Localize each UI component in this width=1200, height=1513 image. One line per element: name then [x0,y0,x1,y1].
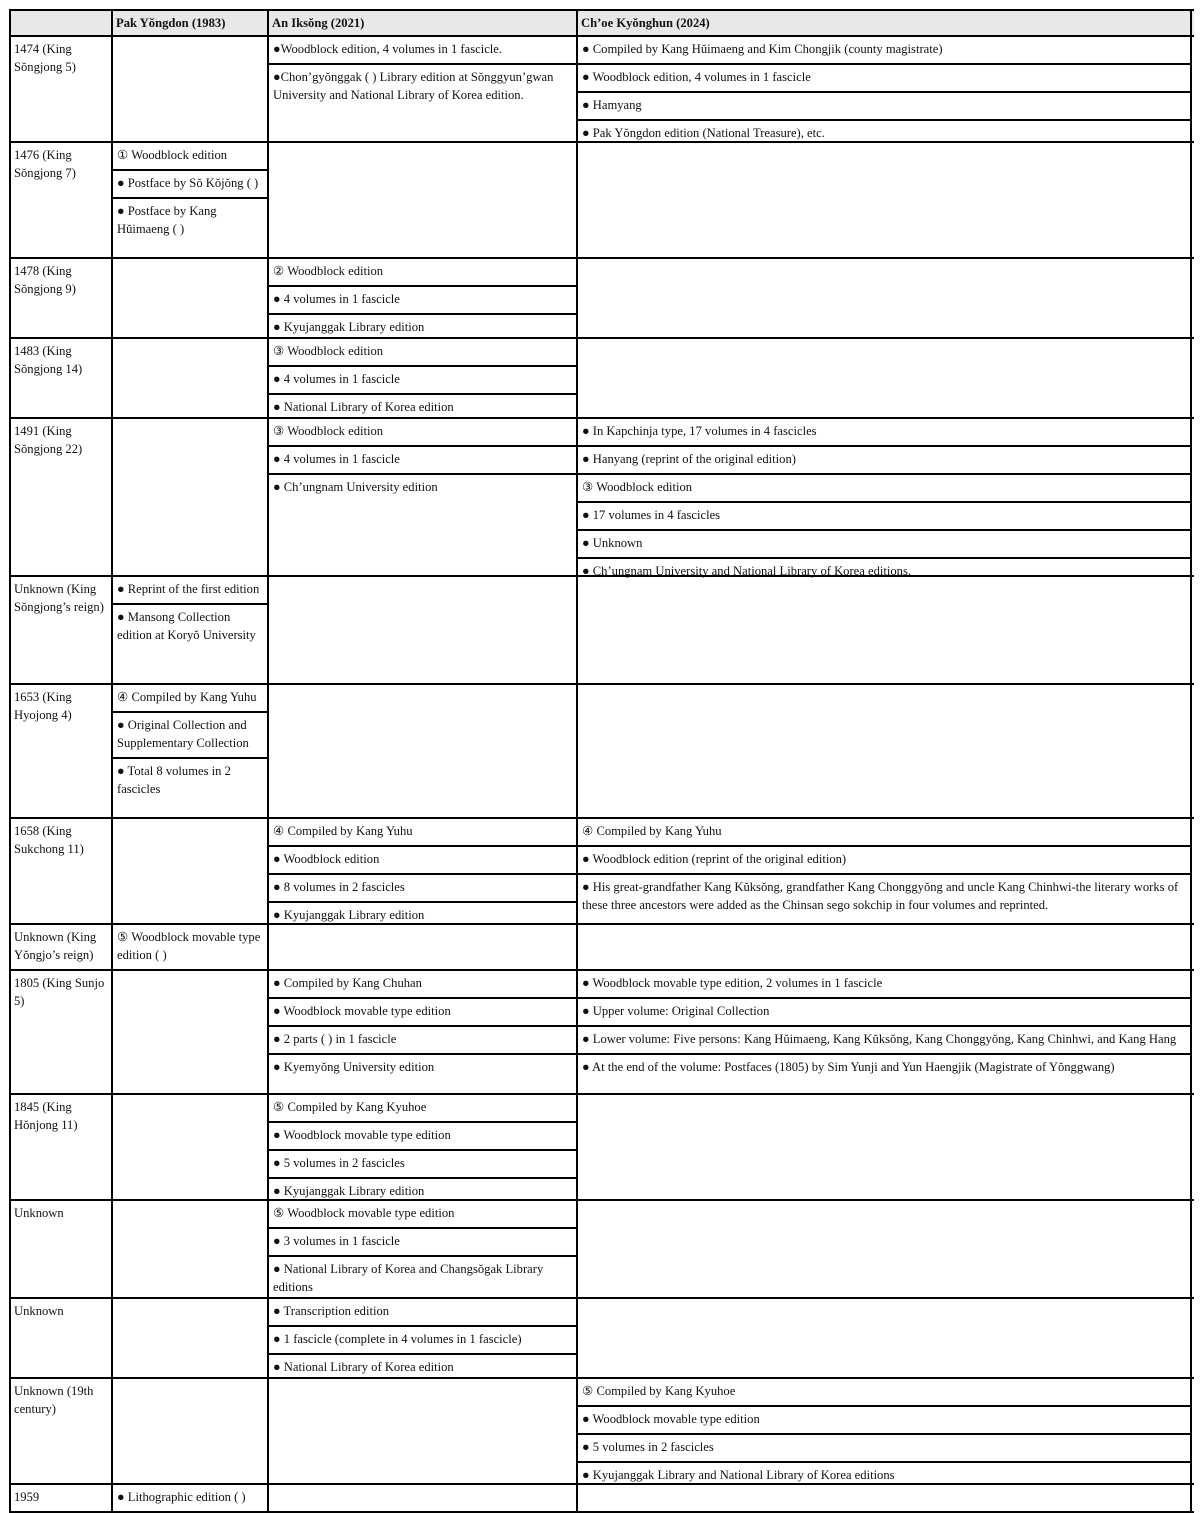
choe-kyonghun-cell [578,819,1192,929]
table-row [11,37,1194,143]
edition-entry: ● Ch’ungnam University and National Library of Korea editions. [582,564,912,578]
edition-entry: ● 4 volumes in 1 fascicle [269,287,576,315]
table-row [11,1379,1194,1485]
entry-stack [578,143,1190,257]
edition-entry: ● 4 volumes in 1 fascicle [269,447,576,475]
choe-kyonghun-cell [578,339,1192,421]
entry-stack [113,1379,267,1489]
edition-entry: ● Hanyang (reprint of the original edition) [578,447,1190,475]
an-iksong-cell [269,419,578,585]
edition-entry: ● 5 volumes in 2 fascicles [578,1435,1190,1463]
edition-entry: ● Kyujanggak Library edition [273,908,425,922]
an-iksong-cell [269,971,578,1093]
table-row [11,339,1194,419]
table-row [11,925,1194,971]
entry-stack [269,971,576,1093]
edition-entry: ● Hamyang [578,93,1190,121]
edition-entry: ● Woodblock edition (reprint of the original edition) [578,847,1190,875]
edition-entry: ● Woodblock movable type edition [269,1123,576,1151]
entry-stack [578,971,1190,1093]
edition-entry: ④ Compiled by Kang Yuhu [269,819,576,847]
choe-kyonghun-cell [578,1095,1192,1205]
table-row [11,419,1194,577]
an-iksong-cell [269,685,578,817]
date-cell: Unknown (19th century) [11,1379,113,1489]
an-iksong-cell [269,1485,578,1511]
edition-entry: ● 4 volumes in 1 fascicle [269,367,576,395]
date-cell: Unknown (King Sŏngjong’s reign) [11,577,113,683]
entry-stack [113,1485,267,1511]
entry-stack [269,143,576,257]
choe-kyonghun-cell [578,1299,1192,1381]
date-cell: 1474 (King Sŏngjong 5) [11,37,113,147]
choe-kyonghun-cell [578,1379,1192,1489]
edition-entry: ● 17 volumes in 4 fascicles [578,503,1190,531]
an-iksong-cell [269,339,578,421]
edition-entry: ● Lithographic edition ( ) [117,1490,246,1504]
entry-stack [269,1095,576,1205]
edition-entry: ● National Library of Korea edition [273,400,454,414]
date-cell: Unknown (King Yŏngjo’s reign) [11,925,113,969]
table-row [11,143,1194,259]
edition-entry: ① Woodblock edition [113,143,267,171]
entry-stack [113,577,267,683]
edition-entry: ● His great-grandfather Kang Kŭksŏng, grandfather Kang Chonggyŏng and uncle Kang Chinhwi-the literary works of these three ancestors were added as the Chinsan sego sokchip in four volumes and reprinted. [582,880,1179,912]
edition-entry: ● Woodblock movable type edition, 2 volumes in 1 fascicle [578,971,1190,999]
pak-yongdon-cell [113,143,269,257]
entry-stack [578,1095,1190,1205]
entry-stack [578,685,1190,817]
entry-stack [269,419,576,585]
an-iksong-cell [269,1379,578,1489]
pak-yongdon-cell [113,1201,269,1301]
entry-stack [269,1485,576,1511]
date-cell: 1845 (King Hŏnjong 11) [11,1095,113,1205]
entry-stack [578,1201,1190,1301]
choe-kyonghun-cell [578,971,1192,1093]
choe-kyonghun-cell [578,577,1192,683]
edition-entry: ● National Library of Korea and Changsŏgak Library editions [273,1262,544,1294]
edition-entry: ● Kyujanggak Library edition [273,320,425,334]
entry-stack [113,1095,267,1205]
an-iksong-cell [269,143,578,257]
header-choe-kyonghun: Ch’oe Kyŏnghun (2024) [578,11,1192,35]
edition-entry: ● Kyujanggak Library edition [273,1184,425,1198]
header-pak-yongdon: Pak Yŏngdon (1983) [113,11,269,35]
entry-stack [113,339,267,421]
entry-stack [113,259,267,341]
table-row [11,819,1194,925]
edition-entry: ● Woodblock movable type edition [269,999,576,1027]
table-header-row [11,11,1194,37]
entry-stack [113,143,267,257]
entry-stack [113,37,267,147]
entry-stack [113,1299,267,1381]
entry-stack [578,577,1190,683]
header-an-iksong: An Iksŏng (2021) [269,11,578,35]
edition-entry: ④ Compiled by Kang Yuhu [578,819,1190,847]
edition-entry: ● Postface by Kang Hŭimaeng ( ) [117,204,217,236]
edition-entry: ● 3 volumes in 1 fascicle [269,1229,576,1257]
edition-entry: ● Postface by Sŏ Kŏjŏng ( ) [113,171,267,199]
entry-stack [113,685,267,817]
date-cell: 1805 (King Sunjo 5) [11,971,113,1093]
edition-entry: ● Kyujanggak Library and National Library of Korea editions [582,1468,895,1482]
entry-stack [269,1299,576,1381]
entry-stack [269,577,576,683]
pak-yongdon-cell [113,971,269,1093]
edition-entry: ● National Library of Korea edition [273,1360,454,1374]
an-iksong-cell [269,259,578,341]
entry-stack [578,259,1190,341]
table-row [11,577,1194,685]
entry-stack [113,925,267,969]
an-iksong-cell [269,819,578,929]
date-cell: Unknown [11,1299,113,1381]
pak-yongdon-cell [113,259,269,341]
edition-entry: ● Compiled by Kang Hŭimaeng and Kim Chongjik (county magistrate) [578,37,1190,65]
edition-entry: ③ Woodblock edition [269,339,576,367]
choe-kyonghun-cell [578,259,1192,341]
entry-stack [269,1379,576,1489]
edition-entry: ●Chon’gyŏnggak ( ) Library edition at Sŏnggyun’gwan University and National Library of Korea edition. [273,70,554,102]
entry-stack [578,419,1190,585]
header-date [11,11,113,35]
edition-entry: ● Pak Yŏngdon edition (National Treasure), etc. [582,126,825,140]
pak-yongdon-cell [113,577,269,683]
edition-entry: ● 2 parts ( ) in 1 fascicle [269,1027,576,1055]
entry-stack [578,1299,1190,1381]
edition-entry: ● 8 volumes in 2 fascicles [269,875,576,903]
entry-stack [578,37,1190,147]
edition-entry: ● Ch’ungnam University edition [273,480,438,494]
choe-kyonghun-cell [578,143,1192,257]
entry-stack [113,419,267,585]
edition-entry: ● Total 8 volumes in 2 fascicles [117,764,231,796]
date-cell: 1483 (King Sŏngjong 14) [11,339,113,421]
entry-stack [269,1201,576,1301]
pak-yongdon-cell [113,37,269,147]
an-iksong-cell [269,37,578,147]
entry-stack [113,819,267,929]
edition-entry: ● Transcription edition [269,1299,576,1327]
edition-entry: ● Woodblock edition [269,847,576,875]
edition-entry: ⑤ Compiled by Kang Kyuhoe [578,1379,1190,1407]
choe-kyonghun-cell [578,419,1192,585]
entry-stack [269,37,576,147]
edition-entry: ● Woodblock edition, 4 volumes in 1 fascicle [578,65,1190,93]
edition-entry: ② Woodblock edition [269,259,576,287]
edition-entry: ⑤ Woodblock movable type edition [269,1201,576,1229]
entry-stack [578,925,1190,969]
entry-stack [113,1201,267,1301]
table-row [11,1201,1194,1299]
entry-stack [269,819,576,929]
edition-entry: ● Upper volume: Original Collection [578,999,1190,1027]
edition-entry: ● In Kapchinja type, 17 volumes in 4 fascicles [578,419,1190,447]
an-iksong-cell [269,1201,578,1301]
entry-stack [269,339,576,421]
edition-entry: ⑤ Woodblock movable type edition ( ) [117,930,261,962]
choe-kyonghun-cell [578,685,1192,817]
pak-yongdon-cell [113,339,269,421]
an-iksong-cell [269,925,578,969]
pak-yongdon-cell [113,925,269,969]
entry-stack [578,819,1190,929]
date-cell: 1959 [11,1485,113,1511]
edition-entry: ● At the end of the volume: Postfaces (1805) by Sim Yunji and Yun Haengjik (Magistrate of Yŏnggwang) [582,1060,1115,1074]
table-row [11,1485,1194,1513]
edition-entry: ③ Woodblock edition [578,475,1190,503]
entry-stack [113,971,267,1093]
pak-yongdon-cell [113,1379,269,1489]
edition-entry: ● Unknown [578,531,1190,559]
table-body [11,37,1194,1513]
pak-yongdon-cell [113,1485,269,1511]
choe-kyonghun-cell [578,1485,1192,1511]
pak-yongdon-cell [113,419,269,585]
entry-stack [269,925,576,969]
edition-entry: ● 5 volumes in 2 fascicles [269,1151,576,1179]
edition-entry: ● Woodblock movable type edition [578,1407,1190,1435]
edition-entry: ● Mansong Collection edition at Koryŏ University [117,610,256,642]
edition-entry: ④ Compiled by Kang Yuhu [113,685,267,713]
editions-comparison-table [9,9,1194,1513]
entry-stack [269,259,576,341]
edition-entry: ⑤ Compiled by Kang Kyuhoe [269,1095,576,1123]
table-row [11,1299,1194,1379]
table-row [11,685,1194,819]
edition-entry: ● Lower volume: Five persons: Kang Hŭimaeng, Kang Kŭksŏng, Kang Chonggyŏng, Kang Chinhwi, and Kang Hang [578,1027,1190,1055]
choe-kyonghun-cell [578,1201,1192,1301]
edition-entry: ● Compiled by Kang Chuhan [269,971,576,999]
pak-yongdon-cell [113,1299,269,1381]
table-row [11,971,1194,1095]
pak-yongdon-cell [113,685,269,817]
pak-yongdon-cell [113,1095,269,1205]
edition-entry: ③ Woodblock edition [269,419,576,447]
table-row [11,259,1194,339]
entry-stack [578,1379,1190,1489]
entry-stack [578,1485,1190,1511]
date-cell: Unknown [11,1201,113,1301]
date-cell: 1476 (King Sŏngjong 7) [11,143,113,257]
edition-entry: ● Kyemyŏng University edition [273,1060,435,1074]
entry-stack [578,339,1190,421]
date-cell: 1658 (King Sukchong 11) [11,819,113,929]
an-iksong-cell [269,577,578,683]
entry-stack [269,685,576,817]
an-iksong-cell [269,1095,578,1205]
pak-yongdon-cell [113,819,269,929]
date-cell: 1491 (King Sŏngjong 22) [11,419,113,585]
choe-kyonghun-cell [578,925,1192,969]
date-cell: 1478 (King Sŏngjong 9) [11,259,113,341]
table-row [11,1095,1194,1201]
edition-entry: ●Woodblock edition, 4 volumes in 1 fascicle. [269,37,576,65]
date-cell: 1653 (King Hyojong 4) [11,685,113,817]
edition-entry: ● 1 fascicle (complete in 4 volumes in 1 fascicle) [269,1327,576,1355]
an-iksong-cell [269,1299,578,1381]
choe-kyonghun-cell [578,37,1192,147]
edition-entry: ● Original Collection and Supplementary Collection [113,713,267,759]
edition-entry: ● Reprint of the first edition [113,577,267,605]
